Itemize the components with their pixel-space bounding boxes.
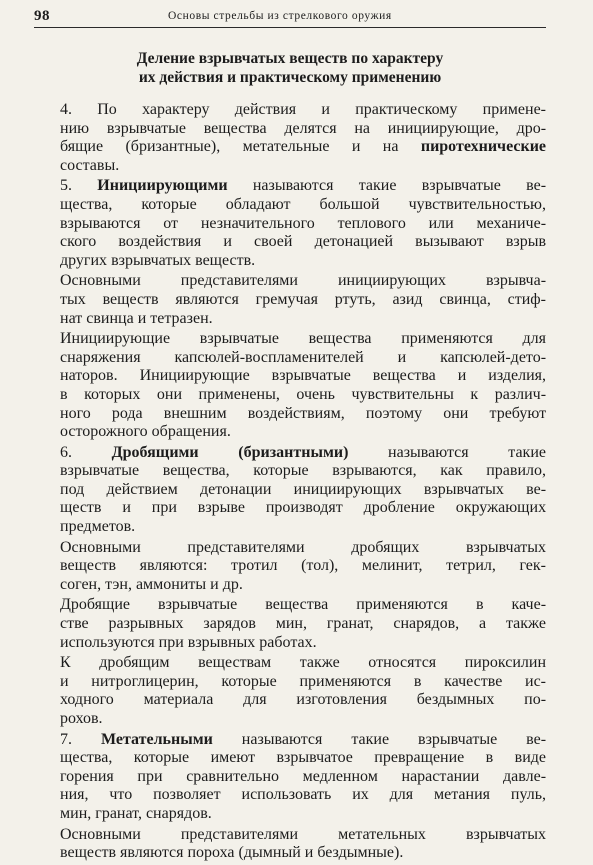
text-line: осторожного обращения.: [60, 423, 231, 441]
text-line: наторов. Инициирующие взрывчатые вещества и изделия,: [60, 367, 546, 385]
paragraph: [60, 654, 546, 728]
text-line: щества, которые обладают большой чувствительностью,: [60, 195, 546, 213]
paragraph: [60, 731, 546, 824]
paragraph: [60, 539, 546, 595]
text-line: Дробящие взрывчатые вещества применяются в каче-: [60, 596, 547, 614]
paragraph: [60, 596, 546, 652]
text-line: ществ и при взрыве производят дробление окружающих: [60, 499, 547, 517]
text-line: ходного материала для изготовления бездымных по-: [60, 691, 547, 709]
text-line: составы.: [60, 156, 120, 174]
text-line: тых веществ являются гремучая ртуть, азид свинца, стиф-: [60, 290, 546, 308]
text-line: веществ являются: тротил (тол), мелинит, тетрил, гек-: [60, 557, 547, 575]
paragraph: [60, 826, 546, 863]
text-line: 5. Инициирующими называются такие взрывчатые ве-: [60, 177, 547, 195]
page-number: 98: [34, 8, 50, 24]
text-line: 4. По характеру действия и практическому примене-: [60, 101, 546, 118]
text-line: ния, что позволяет использовать их для метания пуль,: [60, 786, 547, 804]
text-line: взрываются от незначительного теплового или механиче-: [60, 214, 547, 232]
text-line: ного рода внешним воздействиям, поэтому они требуют: [60, 404, 547, 422]
text-line: щества, которые имеют взрывчатое превращение в виде: [60, 749, 546, 767]
text-line: бящие (бризантные), метательные и на пиротехнические: [60, 138, 547, 156]
text-line: используются при взрывных работах.: [60, 633, 317, 651]
text-line: нию взрывчатые вещества делятся на инициирующие, дро-: [60, 119, 547, 137]
text-line: 6. Дробящими (бризантными) называются такие: [60, 443, 546, 461]
text-line: 7. Метательными называются такие взрывчатые ве-: [60, 730, 547, 748]
text-line: Основными представителями инициирующих взрывча-: [60, 272, 547, 290]
text-line: Основными представителями метательных взрывчатых: [60, 825, 546, 843]
text-line: и нитроглицерин, которые применяются в качестве ис-: [60, 672, 547, 690]
text-line: предметов.: [60, 518, 136, 536]
section-title-line-1: Деление взрывчатых веществ по характеру: [136, 50, 444, 67]
section-title-line-2: их действия и практическому применению: [138, 69, 442, 86]
header-rule: [34, 27, 546, 28]
section-title: [34, 49, 546, 87]
text-line: снаряжения капсюлей-воспламенителей и капсюлей-дето-: [60, 348, 547, 366]
text-line: других взрывчатых веществ.: [60, 251, 256, 269]
paragraph: [60, 444, 546, 537]
text-line: стве разрывных зарядов мин, гранат, снарядов, а также: [60, 615, 546, 633]
body-text: [60, 101, 546, 865]
text-line: нат свинца и тетразен.: [60, 309, 213, 327]
paragraph: [60, 272, 546, 328]
text-line: Основными представителями дробящих взрывчатых: [60, 538, 547, 556]
text-line: в которых они применены, очень чувствительны к различ-: [60, 385, 547, 403]
text-line: горения при сравнительно медленном нарастании давле-: [60, 767, 547, 785]
text-line: рохов.: [60, 710, 103, 727]
paragraph: [60, 101, 546, 175]
text-line: К дробящим веществам также относятся пироксилин: [60, 654, 547, 672]
text-line: взрывчатые вещества, которые взрываются, как правило,: [60, 462, 546, 480]
text-line: Инициирующие взрывчатые вещества применяются для: [60, 330, 547, 348]
text-line: веществ являются пороха (дымный и бездымные).: [60, 844, 404, 862]
text-line: ского воздействия и своей детонацией вызывают взрыв: [60, 233, 547, 251]
running-title: Основы стрельбы из стрелкового оружия: [168, 10, 392, 22]
paragraph: [60, 177, 546, 270]
text-line: соген, тэн, аммониты и др.: [60, 575, 243, 593]
running-head: [34, 8, 546, 28]
text-line: мин, гранат, снарядов.: [60, 804, 212, 822]
paragraph: [60, 330, 546, 442]
text-line: под действием детонации инициирующих взрывчатых ве-: [60, 480, 547, 498]
